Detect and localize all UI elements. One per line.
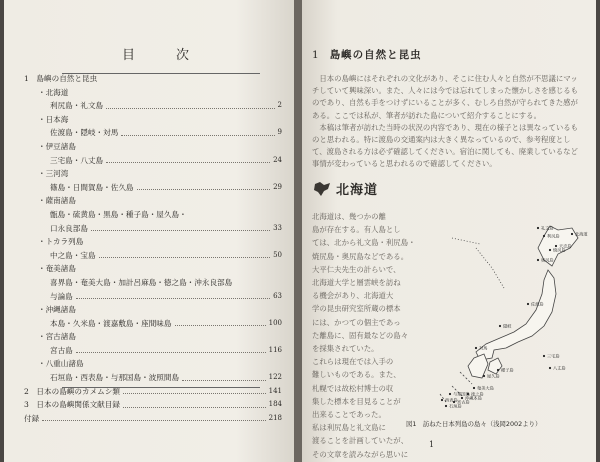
toc-page-number: 218 [268,413,282,422]
toc-entry-label: ・伊豆諸島 [38,141,76,151]
map-island-label: 焼尻島 [553,247,566,253]
map-island-marker [549,249,551,251]
map-island-label: 北海道 [575,231,588,237]
map-island-marker [571,233,573,235]
map-island-marker [483,375,485,377]
toc-entry [24,317,282,331]
map-island-marker [441,399,443,401]
map-island-label: 礼文島 [541,225,554,231]
body-line: る機会があり、北海道大 [312,291,394,301]
toc-divider [62,387,260,388]
toc-leader [123,393,266,394]
toc-entry [24,140,282,154]
toc-leader [42,420,265,421]
intro-text [312,73,584,171]
map-island-label: 八丈島 [553,365,566,371]
map-island-label: 三宅島 [547,353,560,359]
page-number: 1 [429,440,435,449]
toc-entry [24,154,282,168]
map-island-marker [527,303,529,305]
toc-entry [24,99,282,113]
map-island-marker [445,405,447,407]
map-island-label: 隠岐 [503,323,512,329]
body-line: 島が存在する。有人島とし [312,225,401,235]
intro-paragraph: 日本の島嶼にはそれぞれの文化があり、そこに住む人々と自然が不思議にマッチしていて興味深い。また、人々には今では忘れてしまった懐かしさを感じるものであり、自然も手をつけずにいることが多く、むしろ自然が守られてきた感がある。ここでは私が、筆者が訪れた島について紹介することにする。 [312,74,579,120]
toc-entry [24,126,282,140]
section-number: 1 [312,49,320,61]
body-line: た離島に、固有最などの島々 [312,330,409,340]
intro-paragraph: 本稿は筆者が訪れた当時の状況の内容であり、現在の様子とは異なっているものと思われる。特に渡島の交通案内は大きく異なっているので、参考程度として、渡島される方は必ず確認してください。宿泊に関しても、廃業しているなど事情が変わっていると思われるので確認してください。 [312,122,579,169]
toc-entry-label: 三宅島・八丈島 [50,155,104,165]
toc-entry-label: 1 島嶼の自然と昆虫 [24,74,98,83]
toc-leader [121,135,274,136]
toc-page-number: 122 [268,373,282,382]
toc-entry-label: 佐渡島・隠岐・対馬 [50,128,119,138]
toc-entry-label: 与論島 [50,291,73,301]
toc-entry [24,303,282,317]
toc-page-number: 63 [273,291,282,300]
toc-leader [91,230,270,231]
toc-entry-label: 口永良部島 [50,223,88,233]
body-line: には、かつての個主であっ [312,317,401,327]
toc-entry [24,181,282,195]
toc-leader [99,257,271,258]
region-heading [312,179,378,198]
map-island-marker [449,393,451,395]
body-line: 焼尻島・奥尻島などである。 [312,251,409,261]
toc-leader [182,380,266,381]
map-island-marker [543,355,545,357]
toc-leader [106,108,274,109]
toc-title: 目 次 [122,48,204,63]
section-heading: 島嶼の自然と昆虫 [329,49,422,61]
body-line: これらは現在では入手の [312,357,394,367]
toc-leader [76,298,270,299]
toc-page-number: 141 [268,386,282,395]
map-island-label: 徳之島 [471,391,484,397]
toc-leader [123,407,266,408]
toc-entry-label: 石垣島・西表島・与那国島・波照間島 [50,373,180,383]
body-line: 北海道大学と層雲峡を訪ね [312,278,401,288]
toc-entry-label: ・沖縄諸島 [38,305,76,315]
toc-leader [76,352,266,353]
toc-page-number: 116 [268,345,282,354]
body-line: 北海道は、幾つかの離 [312,212,386,221]
toc-page-number: 33 [273,223,282,232]
body-line: 出来ることであった。 [312,410,386,420]
toc-entry [24,290,282,304]
toc-page-number: 184 [268,400,282,409]
body-line: 集した標本を目見ることが [312,396,401,406]
toc-entry-label: ・宮古諸島 [38,332,76,342]
toc-entry [24,113,282,127]
map-island-label: 天売島 [559,243,572,249]
toc-entry [24,357,282,371]
map-island-marker [549,367,551,369]
toc-entry [24,398,282,412]
toc-entry-label: ・八重山諸島 [38,359,84,369]
toc-entry [24,262,282,276]
toc-entry-label: ・薩南諸島 [38,196,76,206]
toc-entry-label: 利尻島・礼文島 [50,101,104,111]
toc-entry-label: 喜界島・奄美大島・加計呂麻島・徳之島・沖永良部島 [50,277,233,287]
toc-entry [24,330,282,344]
map-island-label: 種子島 [501,367,514,373]
toc-entry-label: ・トカラ列島 [38,237,84,247]
toc-page-number: 2 [277,101,282,110]
toc-entry [24,371,282,385]
map-island-marker [499,325,501,327]
map-island-marker [497,369,499,371]
body-line: ては、北から礼文島・利尻島・ [312,238,416,248]
toc-entry-label: 宮古島 [50,345,73,355]
toc-page-number: 24 [273,155,282,164]
toc-entry [24,249,282,263]
map-island-marker [537,259,539,261]
toc-entry-label: 2 日本の島嶼のカメムシ類 [24,386,120,396]
map-island-marker [473,387,475,389]
map-island-label: 奥尻島 [541,257,554,263]
figure-caption: 図1 訪ねた日本列島の島々（浅岡2002より） [406,420,542,428]
toc-entry [24,208,282,222]
section-title [312,47,422,62]
toc-entry [24,167,282,181]
toc-leader [137,189,271,190]
toc-entry [24,344,282,358]
toc-page-number: 100 [268,318,282,327]
region-title: 北海道 [336,183,379,198]
body-line: 難しいものである。また、 [312,370,401,380]
map-island-label: 利尻島 [547,233,560,239]
toc-entry [24,412,282,426]
map-island-label: 佐渡島 [531,301,544,307]
toc-entry-label: 甑島・硫黄島・黒島・種子島・屋久島・ [50,209,187,219]
toc-entry [24,276,282,290]
toc-page-number: 29 [273,182,282,191]
map-island-label: 西表島 [445,397,458,403]
map-island-label: 奄美大島 [477,385,494,391]
map-island-label: 対馬 [479,345,488,351]
toc-entry-label: 中之島・宝島 [50,250,96,260]
toc-entry-label: ・奄美諸島 [38,264,76,274]
body-line: 札幌では故松村博士の収 [312,383,394,393]
toc-entry-label: 3 日本の島嶼関係文献目録 [24,400,120,410]
toc-entry [24,86,282,100]
toc-entry [24,222,282,236]
toc-list [24,72,282,425]
map-island-marker [537,227,539,229]
body-line: 大平仁夫先生の計らいで、 [312,264,401,274]
toc-page-number: 9 [277,128,282,137]
toc-leader [175,325,266,326]
toc-entry [24,194,282,208]
toc-entry-label: 篠島・日間賀島・佐久島 [50,182,134,192]
map-island-label: 屋久島 [487,373,500,379]
toc-entry-label: ・北海道 [38,87,69,97]
hokkaido-map-icon [312,180,332,198]
toc-entry-label: ・日本海 [38,114,69,124]
book-gutter [294,0,302,462]
body-line: その文章を読みながら思いに [312,449,409,459]
toc-divider [62,73,260,74]
body-line: 渡ることを計画していたが、 [312,436,409,446]
body-line: 私は利尻島と礼文島に [312,423,386,433]
toc-entry-label: 本島・久米島・渡嘉敷島・座間味島 [50,318,172,328]
japan-islands-map [432,208,592,410]
left-page [4,0,294,462]
map-island-marker [543,235,545,237]
map-island-label: 石垣島 [449,403,462,409]
toc-entry-label: ・三河湾 [38,169,69,179]
map-island-marker [475,347,477,349]
body-line: 学の昆虫研究室所蔵の標本 [312,304,401,314]
body-line: を採集されていた。 [312,344,379,354]
map-island-label: 沖縄本島 [465,395,482,401]
map-island-label: 宮古島 [457,399,470,405]
map-island-label: 与那国島 [453,391,470,397]
toc-entry [24,235,282,249]
toc-leader [106,162,270,163]
toc-entry [24,72,282,86]
toc-entry-label: 付録 [24,413,40,423]
toc-page-number: 50 [273,250,282,259]
